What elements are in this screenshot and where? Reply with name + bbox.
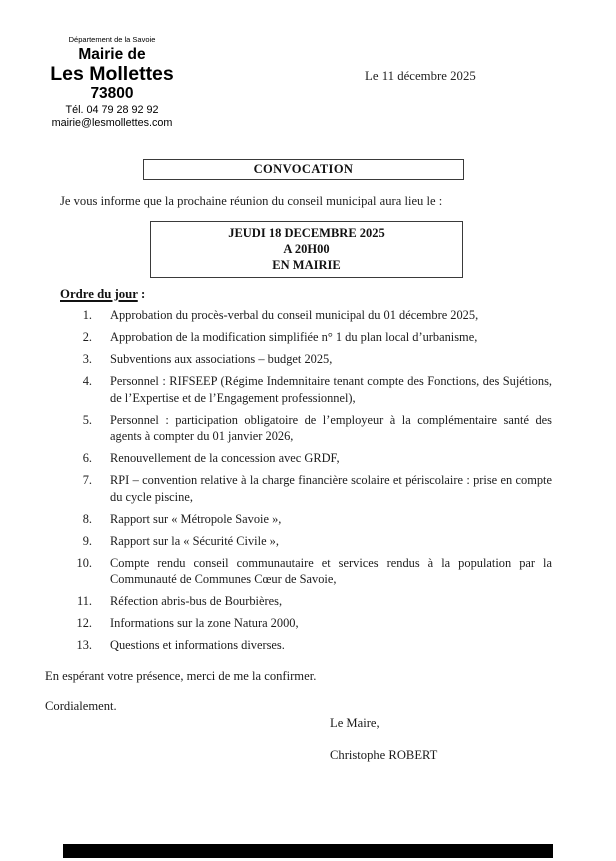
agenda-item-number: 9. — [82, 533, 92, 548]
agenda-item-number: 4. — [82, 373, 92, 388]
agenda-item — [0, 373, 616, 406]
agenda-list — [0, 307, 616, 659]
agenda-heading — [60, 287, 145, 302]
meeting-place: EN MAIRIE — [272, 258, 341, 272]
convocation-title-box — [143, 159, 464, 180]
agenda-item — [0, 533, 616, 550]
agenda-item-text: Réfection abris-bus de Bourbières, — [110, 594, 283, 609]
letterhead-phone: Tél. 04 79 28 92 92 — [65, 104, 159, 116]
meeting-date: JEUDI 18 DECEMBRE 2025 — [228, 226, 385, 240]
meeting-time: A 20H00 — [283, 242, 330, 256]
agenda-item-number: 3. — [82, 351, 92, 366]
agenda-item-text: Questions et informations diverses. — [110, 638, 285, 653]
letterhead-title-line2: Les Mollettes — [50, 63, 174, 85]
agenda-item — [0, 351, 616, 368]
letterhead-title-line1: Mairie de — [78, 46, 146, 63]
agenda-item-text: RPI – convention relative à la charge financière scolaire et périscolaire : prise en compte du cycle piscine, — [110, 473, 552, 504]
agenda-item — [0, 450, 616, 467]
letterhead-postal-code: 73800 — [90, 85, 134, 102]
agenda-heading-colon: : — [137, 287, 146, 301]
agenda-item — [0, 412, 616, 445]
letterhead-department: Département de la Savoie — [68, 35, 156, 44]
agenda-item — [0, 637, 616, 654]
agenda-item-number: 6. — [82, 451, 92, 466]
agenda-item-number: 11. — [76, 594, 92, 609]
agenda-item-number: 2. — [82, 329, 92, 344]
closing-line: En espérant votre présence, merci de me la confirmer. — [45, 669, 317, 683]
signature-role: Le Maire, — [330, 716, 380, 730]
intro-paragraph: Je vous informe que la prochaine réunion du conseil municipal aura lieu le : — [60, 194, 443, 208]
agenda-item — [0, 593, 616, 610]
agenda-item-text: Subventions aux associations – budget 2025, — [110, 351, 333, 366]
agenda-item-text: Personnel : participation obligatoire de l’employeur à la complémentaire santé des agents à compter du 01 janvier 2026, — [110, 412, 552, 444]
agenda-item-number: 12. — [76, 616, 92, 631]
signature-name: Christophe ROBERT — [330, 748, 438, 762]
salutation-line: Cordialement. — [45, 699, 117, 713]
agenda-item-number: 1. — [82, 308, 92, 322]
agenda-item-text: Compte rendu conseil communautaire et services rendus à la population par la Communauté de Communes Cœur de Savoie, — [110, 555, 552, 587]
agenda-item — [0, 472, 616, 505]
agenda-item-number: 13. — [76, 638, 92, 653]
letter-date: Le 11 décembre 2025 — [365, 69, 476, 83]
agenda-item — [0, 329, 616, 346]
meeting-details-box — [150, 221, 463, 278]
agenda-item-text: Approbation du procès-verbal du conseil municipal du 01 décembre 2025, — [110, 308, 479, 322]
agenda-heading-text: Ordre du jour — [60, 287, 138, 301]
letterhead-email: mairie@lesmollettes.com — [51, 117, 173, 129]
agenda-item-number: 10. — [76, 555, 92, 570]
agenda-item-number: 5. — [82, 412, 92, 427]
agenda-item-text: Rapport sur la « Sécurité Civile », — [110, 533, 279, 548]
agenda-item — [0, 307, 616, 324]
agenda-item-text: Rapport sur « Métropole Savoie », — [110, 511, 282, 526]
agenda-item — [0, 511, 616, 528]
agenda-item — [0, 555, 616, 588]
agenda-item — [0, 615, 616, 632]
redaction-bar — [63, 844, 553, 858]
letterhead — [32, 34, 192, 130]
agenda-item-text: Approbation de la modification simplifiée n° 1 du plan local d’urbanisme, — [110, 329, 478, 344]
agenda-item-text: Personnel : RIFSEEP (Régime Indemnitaire tenant compte des Fonctions, des Sujétions, de l’Expertise et de l’Engagement professionnel), — [110, 373, 552, 405]
agenda-item-text: Informations sur la zone Natura 2000, — [110, 616, 299, 631]
convocation-title: CONVOCATION — [253, 162, 354, 176]
agenda-item-number: 7. — [82, 473, 92, 488]
agenda-item-number: 8. — [82, 511, 92, 526]
agenda-item-text: Renouvellement de la concession avec GRDF, — [110, 451, 340, 466]
